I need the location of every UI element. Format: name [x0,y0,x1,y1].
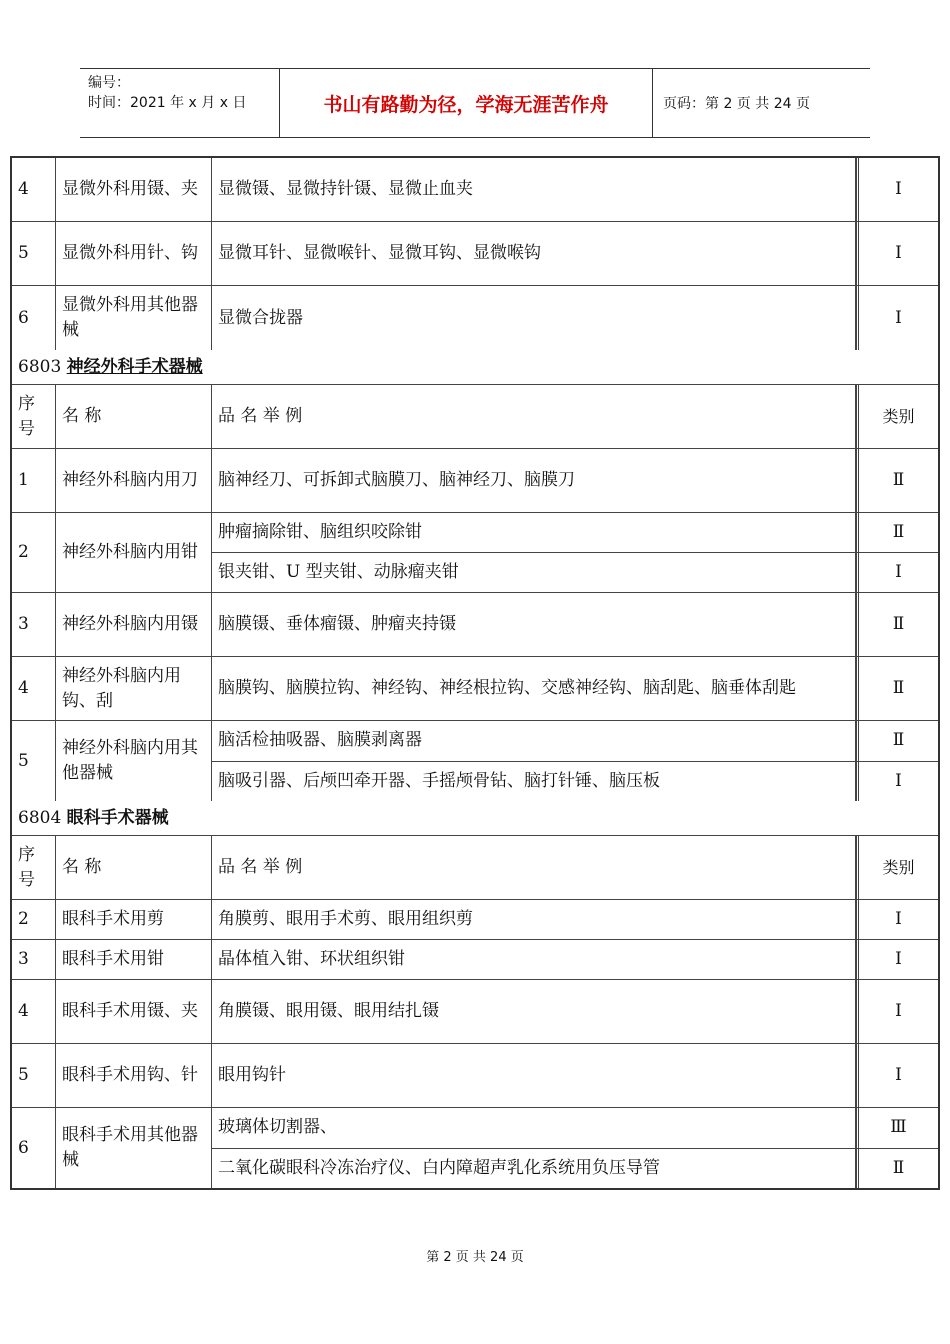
col-name-header: 名 称 [56,836,212,899]
row-number: 4 [12,980,56,1043]
product-examples: 显微耳针、显微喉针、显微耳钩、显微喉钩 [212,222,856,285]
row-number: 6 [12,1108,56,1188]
product-examples: 角膜镊、眼用镊、眼用结扎镊 [212,980,856,1043]
examples-group [212,593,938,656]
device-category-name: 眼科手术用其他器械 [56,1108,212,1188]
class-level: Ⅰ [856,286,938,350]
product-examples: 肿瘤摘除钳、脑组织咬除钳 [212,513,856,552]
class-level: Ⅰ [856,1044,938,1107]
device-category-name: 显微外科用其他器械 [56,286,212,350]
examples-group [212,1044,938,1107]
table-row [12,721,938,801]
class-level: Ⅰ [856,158,938,221]
col-category-header: 类别 [856,385,938,448]
product-examples: 二氧化碳眼科冷冻治疗仪、白内障超声乳化系统用负压导管 [212,1149,856,1189]
examples-group [212,900,938,939]
product-examples: 脑神经刀、可拆卸式脑膜刀、脑神经刀、脑膜刀 [212,449,856,512]
column-header-row [12,836,938,900]
section-title: 神经外科手术器械 [66,357,203,377]
col-category-header: 类别 [856,836,938,899]
col-examples-header: 品 名 举 例 [212,385,856,448]
section-title: 眼科手术器械 [66,808,169,828]
product-examples: 脑活检抽吸器、脑膜剥离器 [212,721,856,761]
device-category-name: 神经外科脑内用钳 [56,513,212,592]
device-classification-table [10,156,940,1190]
header-page-info: 页码：第 2 页 共 24 页 [663,96,810,112]
device-category-name: 显微外科用镊、夹 [56,158,212,221]
page-footer: 第 2 页 共 24 页 [426,1250,524,1265]
row-number: 3 [12,940,56,979]
device-category-name: 眼科手术用钩、针 [56,1044,212,1107]
row-number: 4 [12,158,56,221]
class-level: Ⅱ [856,449,938,512]
col-no-header: 序号 [12,385,56,448]
class-level: Ⅲ [856,1108,938,1148]
product-examples: 显微合拢器 [212,286,856,350]
table-row [12,1108,938,1188]
examples-group [212,721,938,801]
table-row [12,158,938,222]
class-level: Ⅰ [856,553,938,592]
class-level: Ⅱ [856,593,938,656]
product-examples: 显微镊、显微持针镊、显微止血夹 [212,158,856,221]
class-level: Ⅱ [856,721,938,761]
examples-group [212,980,938,1043]
row-number: 1 [12,449,56,512]
code-label: 编号： [88,75,130,91]
examples-group [212,286,938,350]
device-category-name: 神经外科脑内用镊 [56,593,212,656]
product-examples: 玻璃体切割器、 [212,1108,856,1148]
class-level: Ⅰ [856,940,938,979]
row-number: 5 [12,1044,56,1107]
device-category-name: 眼科手术用剪 [56,900,212,939]
row-number: 5 [12,222,56,285]
table-row [12,222,938,286]
table-row [12,286,938,350]
device-category-name: 神经外科脑内用钩、刮 [56,657,212,720]
table-row [12,657,938,721]
class-level: Ⅱ [856,513,938,552]
examples-group [212,158,938,221]
examples-group [212,513,938,592]
table-row [12,940,938,980]
col-name-header: 名 称 [56,385,212,448]
device-category-name: 神经外科脑内用其他器械 [56,721,212,801]
col-examples-header: 品 名 举 例 [212,836,856,899]
row-number: 5 [12,721,56,801]
product-examples: 脑膜钩、脑膜拉钩、神经钩、神经根拉钩、交感神经钩、脑刮匙、脑垂体刮匙 [212,657,856,720]
section-row-6803: 6803 神经外科手术器械 [12,350,938,385]
time-label: 时间：2021 年 x 月 x 日 [88,95,247,111]
examples-group [212,657,938,720]
product-examples: 晶体植入钳、环状组织钳 [212,940,856,979]
table-row [12,900,938,940]
class-level: Ⅱ [856,657,938,720]
table-row [12,513,938,593]
column-header-row [12,385,938,449]
class-level: Ⅰ [856,762,938,802]
product-examples: 银夹钳、U 型夹钳、动脉瘤夹钳 [212,553,856,592]
row-number: 6 [12,286,56,350]
product-examples: 脑吸引器、后颅凹牵开器、手摇颅骨钻、脑打针锤、脑压板 [212,762,856,802]
header-motto: 书山有路勤为径，学海无涯苦作舟 [280,69,653,137]
device-category-name: 显微外科用针、钩 [56,222,212,285]
device-category-name: 眼科手术用钳 [56,940,212,979]
class-level: Ⅰ [856,980,938,1043]
table-row [12,1044,938,1108]
examples-group [212,222,938,285]
col-no-header: 序号 [12,836,56,899]
product-examples: 眼用钩针 [212,1044,856,1107]
row-number: 3 [12,593,56,656]
class-level: Ⅱ [856,1149,938,1189]
class-level: Ⅰ [856,222,938,285]
row-number: 2 [12,900,56,939]
examples-group [212,1108,938,1188]
table-row [12,449,938,513]
section-row-6804: 6804 眼科手术器械 [12,801,938,836]
row-number: 4 [12,657,56,720]
row-number: 2 [12,513,56,592]
product-examples: 角膜剪、眼用手术剪、眼用组织剪 [212,900,856,939]
page-header [80,68,870,138]
device-category-name: 神经外科脑内用刀 [56,449,212,512]
header-meta [80,69,280,137]
product-examples: 脑膜镊、垂体瘤镊、肿瘤夹持镊 [212,593,856,656]
class-level: Ⅰ [856,900,938,939]
examples-group [212,940,938,979]
device-category-name: 眼科手术用镊、夹 [56,980,212,1043]
table-row [12,593,938,657]
table-row [12,980,938,1044]
examples-group [212,449,938,512]
